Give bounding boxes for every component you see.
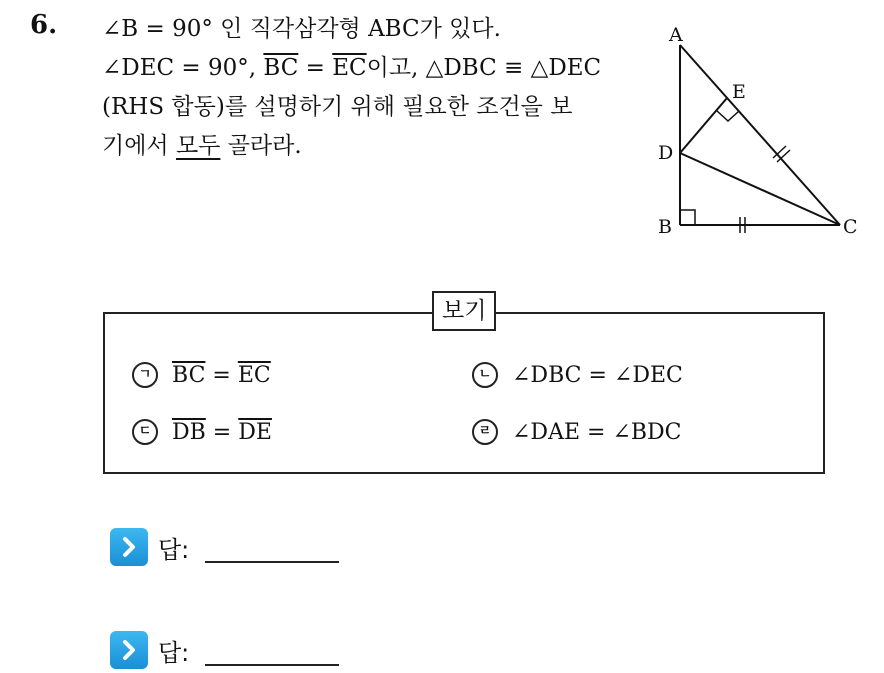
label-d: D	[658, 142, 674, 164]
label-c: C	[843, 216, 858, 238]
option-3	[132, 419, 272, 445]
congruence-statement: 이고, △DBC ≡ △DEC	[366, 55, 602, 81]
segment-bc: $\overline{BC}$	[263, 55, 299, 81]
bogi-title: 보기	[432, 291, 496, 331]
equals-sign: =	[298, 55, 333, 81]
option-4	[472, 419, 682, 445]
option-1-eq: =	[205, 362, 238, 388]
line4-end: 골라라.	[220, 133, 302, 159]
answer-label: 답:	[158, 535, 190, 564]
chevron-right-icon	[110, 631, 148, 669]
option-3-seg1: $\overline{DB}$	[172, 419, 206, 445]
label-b: B	[658, 216, 672, 238]
answer-blank[interactable]	[205, 561, 339, 563]
marker-4: ㄹ	[472, 419, 498, 445]
marker-1: ㄱ	[132, 362, 158, 388]
side-ac	[680, 45, 840, 225]
label-e: E	[732, 81, 746, 103]
triangle-figure	[650, 20, 870, 245]
option-1	[132, 362, 271, 388]
question-number: 6.	[30, 10, 58, 40]
bogi-box	[103, 312, 825, 474]
option-2	[472, 362, 683, 388]
label-a: A	[669, 24, 683, 46]
right-angle-b	[680, 210, 695, 225]
right-angle-e	[716, 110, 739, 121]
chevron-right-icon	[110, 528, 148, 566]
question-line-4	[102, 127, 622, 166]
line4-start: 기에서	[102, 133, 176, 159]
segment-ec: $\overline{EC}$	[332, 55, 367, 81]
option-1-seg2: $\overline{EC}$	[237, 362, 271, 388]
option-3-seg2: $\overline{DE}$	[238, 419, 272, 445]
marker-2: ㄴ	[472, 362, 498, 388]
option-3-eq: =	[205, 419, 239, 445]
segment-dc	[680, 153, 840, 225]
segment-de	[680, 98, 727, 153]
angle-condition: ∠DEC = 90°,	[102, 55, 264, 81]
marker-3: ㄷ	[132, 419, 158, 445]
option-4-text: ∠DAE = ∠BDC	[512, 419, 682, 445]
answer-blank[interactable]	[205, 664, 339, 666]
option-2-text: ∠DBC = ∠DEC	[512, 362, 683, 388]
question-line-2	[102, 49, 622, 88]
question-line-1: ∠B = 90° 인 직각삼각형 ABC가 있다.	[102, 16, 501, 42]
answer-row-2	[110, 631, 339, 669]
triangle-diagram	[650, 20, 870, 245]
emphasis-all: 모두	[175, 133, 221, 159]
question-line-3: (RHS 합동)를 설명하기 위해 필요한 조건을 보	[102, 94, 573, 120]
option-1-seg1: $\overline{BC}$	[172, 362, 206, 388]
answer-row-1	[110, 528, 339, 566]
question-text	[102, 10, 622, 166]
answer-label: 답:	[158, 638, 190, 667]
